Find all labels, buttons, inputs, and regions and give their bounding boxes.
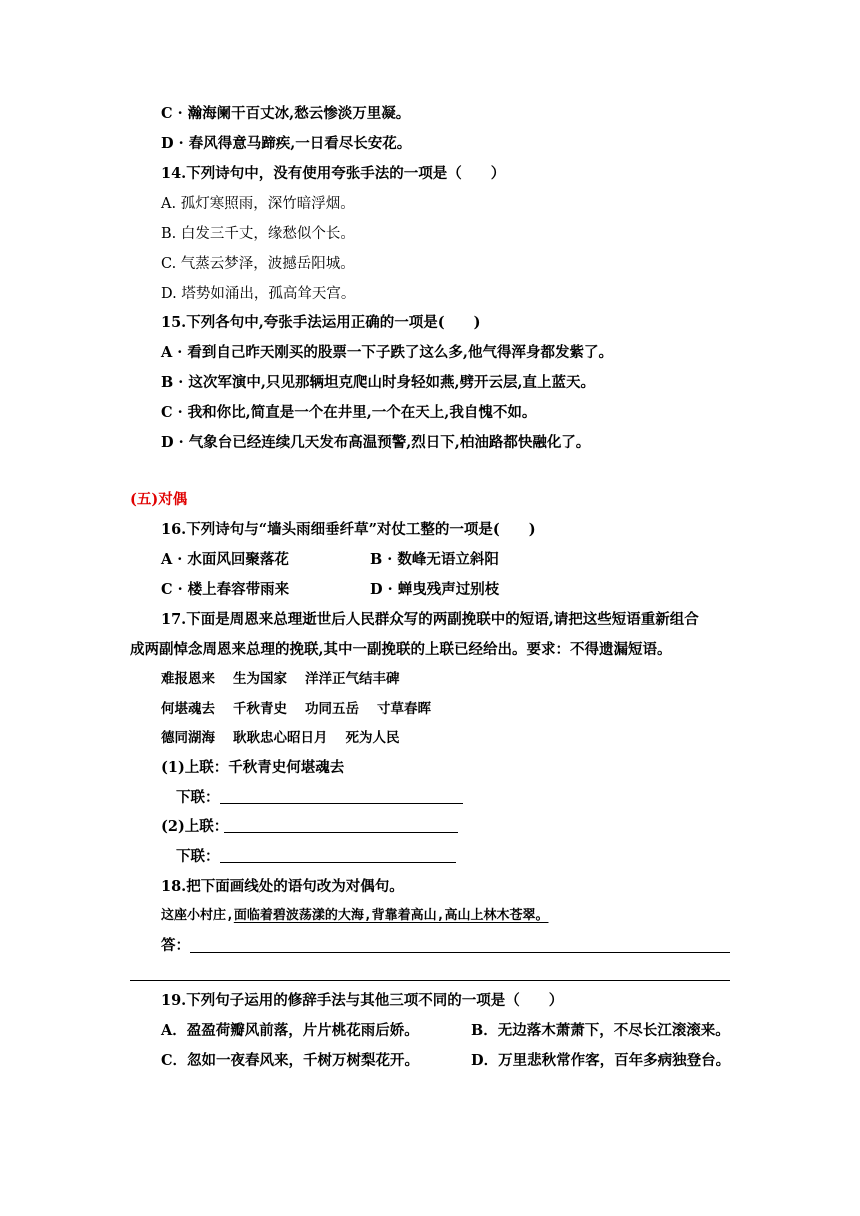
q16-option-d: D · 蝉曳残声过别枝 — [370, 581, 500, 598]
q13-option-c: C · 瀚海阑干百丈冰,愁云惨淡万里凝。 — [161, 105, 411, 122]
q17-pair2-lower-label: 下联： — [176, 848, 220, 865]
q14-option-b: B. 白发三千丈，缘愁似个长。 — [161, 226, 355, 242]
q18-answer-blank[interactable] — [190, 952, 730, 953]
section-divider — [130, 980, 730, 981]
q15-option-a: A · 看到自己昨天刚买的股票一下子跌了这么多,他气得浑身都发紫了。 — [161, 344, 613, 361]
q16-stem: 16.下列诗句与“墙头雨细垂纤草”对仗工整的一项是( ) — [161, 521, 536, 538]
q18-passage — [161, 906, 548, 926]
q15-option-b: B · 这次军演中,只见那辆坦克爬山时身轻如燕,劈开云层,直上蓝天。 — [161, 374, 596, 391]
phrase: 耿耿忠心昭日月 — [233, 730, 328, 746]
q17-stem-line1: 17.下面是周恩来总理逝世后人民群众写的两副挽联中的短语,请把这些短语重新组合 — [161, 611, 699, 628]
q17-pair1-lower-blank[interactable] — [220, 803, 463, 804]
q18-answer-label: 答： — [161, 937, 190, 954]
phrase: 德同湖海 — [161, 730, 215, 746]
q14-option-c: C. 气蒸云梦泽，波撼岳阳城。 — [161, 256, 355, 272]
phrase: 难报恩来 — [161, 671, 215, 687]
q17-phrases-row1 — [161, 669, 418, 689]
q13-option-d: D · 春风得意马蹄疾,一日看尽长安花。 — [161, 135, 412, 152]
q14-option-a: A. 孤灯寒照雨，深竹暗浮烟。 — [161, 196, 355, 212]
q14-option-d: D. 塔势如涌出，孤高耸天宫。 — [161, 286, 356, 302]
q19-option-c: C．忽如一夜春风来，千树万树梨花开。 — [161, 1052, 420, 1069]
q17-pair2-lower-blank[interactable] — [220, 862, 456, 863]
q15-option-c: C · 我和你比,简直是一个在井里,一个在天上,我自愧不如。 — [161, 404, 537, 421]
q16-option-c: C · 楼上春容带雨来 — [161, 581, 290, 598]
q17-pair1-upper: (1)上联：千秋青史何堪魂去 — [161, 759, 345, 776]
q18-passage-underlined: 面临着碧波荡漾的大海,背靠着高山,高山上林木苍翠。 — [233, 908, 549, 923]
q17-pair2-upper-label: (2)上联： — [161, 818, 229, 835]
q17-pair1-lower-label: 下联： — [176, 789, 220, 806]
q17-phrases-row2 — [161, 699, 449, 719]
phrase: 洋洋正气结丰碑 — [305, 671, 400, 687]
q18-stem: 18.把下面画线处的语句改为对偶句。 — [161, 878, 404, 895]
q15-stem: 15.下列各句中,夸张手法运用正确的一项是( ) — [161, 314, 481, 331]
phrase: 寸草春晖 — [377, 701, 431, 717]
q18-passage-plain: 这座小村庄, — [161, 908, 234, 923]
q14-stem: 14.下列诗句中，没有使用夸张手法的一项是（ ） — [161, 165, 506, 182]
phrase: 死为人民 — [345, 730, 400, 746]
q16-option-b: B · 数峰无语立斜阳 — [370, 551, 499, 568]
q17-stem-line2: 成两副悼念周恩来总理的挽联,其中一副挽联的上联已经给出。要求：不得遗漏短语。 — [130, 641, 672, 658]
q19-option-b: B．无边落木萧萧下，不尽长江滚滚来。 — [471, 1022, 730, 1039]
q17-phrases-row3 — [161, 728, 418, 748]
q19-option-a: A．盈盈荷瓣风前落，片片桃花雨后娇。 — [161, 1022, 419, 1039]
q16-option-a: A · 水面风回聚落花 — [161, 551, 289, 568]
q19-option-d: D．万里悲秋常作客，百年多病独登台。 — [471, 1052, 731, 1069]
q17-pair2-upper-blank[interactable] — [224, 832, 458, 833]
phrase: 生为国家 — [233, 671, 287, 687]
q15-option-d: D · 气象台已经连续几天发布高温预警,烈日下,柏油路都快融化了。 — [161, 434, 591, 451]
section-title: (五)对偶 — [130, 491, 188, 508]
phrase: 何堪魂去 — [161, 701, 215, 717]
phrase: 千秋青史 — [233, 701, 287, 717]
phrase: 功同五岳 — [305, 701, 359, 717]
q19-stem: 19.下列句子运用的修辞手法与其他三项不同的一项是（ ） — [161, 992, 564, 1009]
